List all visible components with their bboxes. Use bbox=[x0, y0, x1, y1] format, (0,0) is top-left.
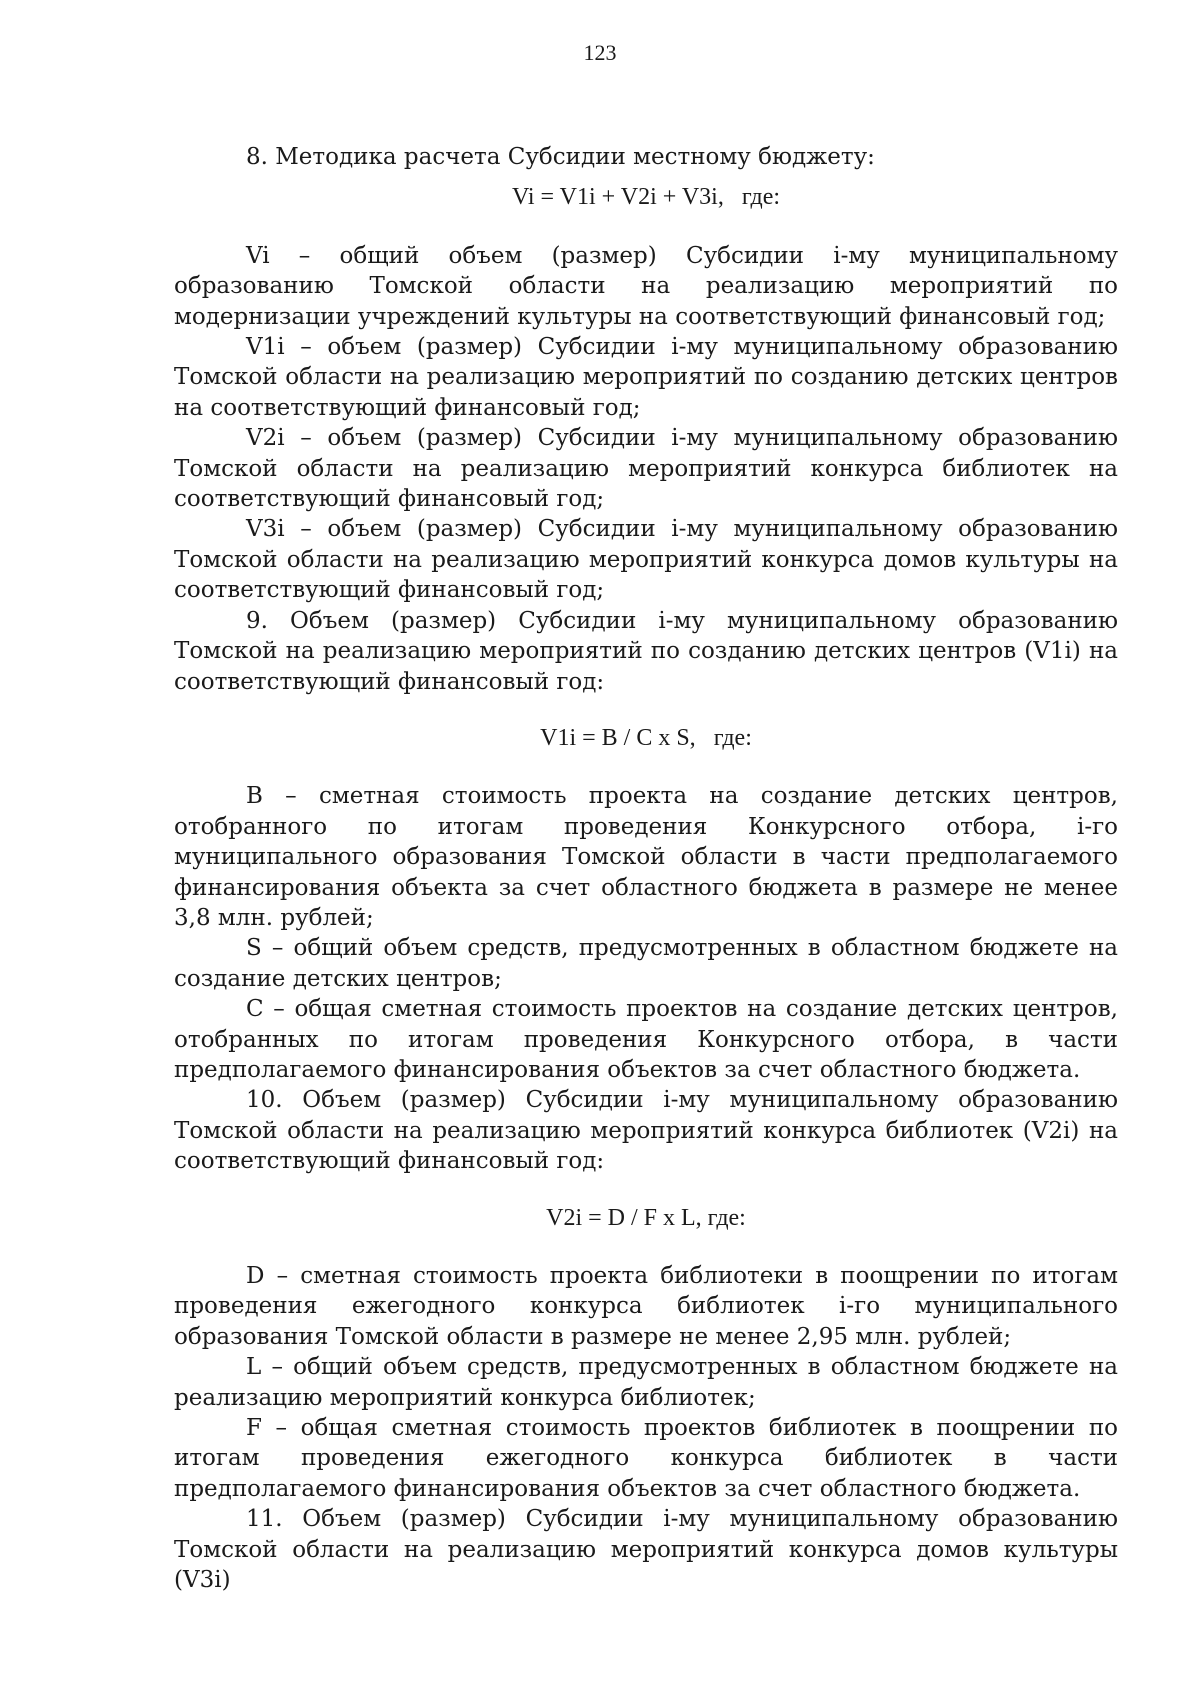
section-8-heading: 8. Методика расчета Субсидии местному бюджету: bbox=[246, 144, 875, 170]
definition-b: B – сметная стоимость проекта на создание детских центров, отобранного по итогам проведения Конкурсного отбора, i-го муниципального образования Томской области в части предполагаемого финансирования объекта за счет областного бюджета в размере не менее 3,8 млн. рублей; bbox=[174, 783, 1118, 931]
formula-vi bbox=[174, 182, 1118, 212]
formula-v2i bbox=[174, 1203, 1118, 1233]
section-10-paragraph: 10. Объем (размер) Субсидии i-му муниципальному образованию Томской области на реализацию мероприятий конкурса библиотек (V2i) на соответствующий финансовый год: bbox=[174, 1087, 1118, 1175]
formula-vi-where: где: bbox=[741, 184, 781, 211]
section-11-paragraph: 11. Объем (размер) Субсидии i-му муниципальному образованию Томской области на реализацию мероприятий конкурса домов культуры (V3i) bbox=[174, 1506, 1118, 1594]
definition-vi: Vi – общий объем (размер) Субсидии i-му муниципальному образованию Томской области на реализацию мероприятий по модернизации учреждений культуры на соответствующий финансовый год; bbox=[174, 242, 1118, 330]
formula-vi-expression: Vi = V1i + V2i + V3i, bbox=[511, 184, 724, 211]
page-number: 123 bbox=[583, 40, 617, 65]
definition-d: D – сметная стоимость проекта библиотеки в поощрении по итогам проведения ежегодного конкурса библиотек i-го муниципального образования Томской области в размере не менее 2,95 млн. рублей; bbox=[174, 1263, 1118, 1350]
definition-v1i: V1i – объем (размер) Субсидии i-му муниципальному образованию Томской области на реализацию мероприятий по созданию детских центров на соответствующий финансовый год; bbox=[174, 334, 1118, 421]
definition-f: F – общая сметная стоимость проектов библиотек в поощрении по итогам проведения ежегодного конкурса библиотек в части предполагаемого финансирования объектов за счет областного бюджета. bbox=[174, 1415, 1118, 1502]
formula-v1i-where: где: bbox=[713, 724, 752, 751]
formula-v1i bbox=[174, 723, 1118, 753]
formula-v2i-expression: V2i = D / F x L, где: bbox=[546, 1204, 746, 1231]
document-body bbox=[174, 142, 1118, 1595]
definition-s: S – общий объем средств, предусмотренных в областном бюджете на создание детских центров; bbox=[174, 935, 1118, 992]
definition-c: C – общая сметная стоимость проектов на создание детских центров, отобранных по итогам проведения Конкурсного отбора, в части предполагаемого финансирования объектов за счет областного бюджета. bbox=[174, 996, 1118, 1083]
definition-v3i: V3i – объем (размер) Субсидии i-му муниципальному образованию Томской области на реализацию мероприятий конкурса домов культуры на соответствующий финансовый год; bbox=[174, 516, 1118, 604]
section-9-paragraph: 9. Объем (размер) Субсидии i-му муниципальному образованию Томской на реализацию мероприятий по созданию детских центров (V1i) на соответствующий финансовый год: bbox=[174, 607, 1118, 695]
formula-v1i-expression: V1i = B / C x S, bbox=[540, 724, 696, 751]
definition-l: L – общий объем средств, предусмотренных в областном бюджете на реализацию мероприятий конкурса библиотек; bbox=[174, 1354, 1118, 1411]
definition-v2i: V2i – объем (размер) Субсидии i-му муниципальному образованию Томской области на реализацию мероприятий конкурса библиотек на соответствующий финансовый год; bbox=[174, 425, 1118, 513]
